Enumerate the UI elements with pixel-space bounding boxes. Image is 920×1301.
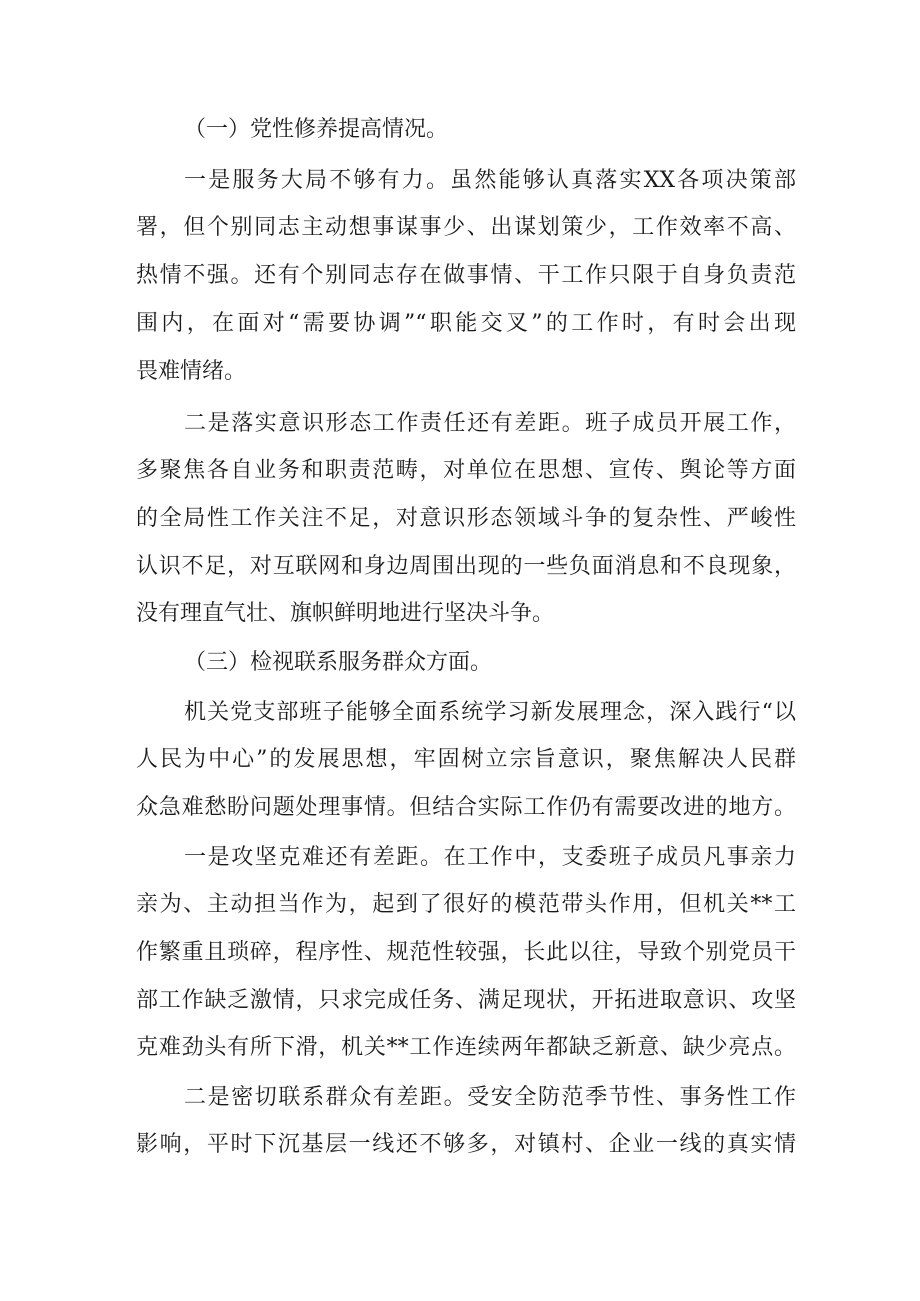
paragraph-line: 热情不强。还有个别同志存在做事情、干工作只限于自身负责范 <box>136 263 796 288</box>
paragraph-line: 作繁重且琐碎，程序性、规范性较强，长此以往，导致个别党员干 <box>136 940 796 965</box>
paragraph-line: 二是落实意识形态工作责任还有差距。班子成员开展工作， <box>184 411 796 436</box>
paragraph-line: 人民为中心”的发展思想，牢固树立宗旨意识，聚焦解决人民群 <box>136 747 796 772</box>
paragraph-line: 一是攻坚克难还有差距。在工作中，支委班子成员凡事亲力 <box>184 845 796 870</box>
paragraph-line: 二是密切联系群众有差距。受安全防范季节性、事务性工作 <box>184 1085 796 1110</box>
paragraph-line: 克难劲头有所下滑，机关**工作连续两年都缺乏新意、缺少亮点。 <box>136 1035 796 1060</box>
paragraph-line: 没有理直气壮、旗帜鲜明地进行坚决斗争。 <box>136 601 555 626</box>
paragraph-line: 亲为、主动担当作为，起到了很好的模范带头作用，但机关**工 <box>136 892 796 917</box>
paragraph-line: 部工作缺乏激情，只求完成任务、满足现状，开拓进取意识、攻坚 <box>136 988 796 1013</box>
paragraph-line: 众急难愁盼问题处理事情。但结合实际工作仍有需要改进的地方。 <box>136 795 796 820</box>
paragraph-line: 的全局性工作关注不足，对意识形态领域斗争的复杂性、严峻性 <box>136 506 796 531</box>
paragraph-line: 畏难情绪。 <box>136 359 247 384</box>
paragraph-line: 署，但个别同志主动想事谋事少、出谋划策少，工作效率不高、 <box>136 215 796 240</box>
paragraph-line: 一是服务大局不够有力。虽然能够认真落实XX各项决策部 <box>184 168 796 193</box>
section-heading-mass-service: （三）检视联系服务群众方面。 <box>184 650 493 675</box>
paragraph-line: 影响，平时下沉基层一线还不够多，对镇村、企业一线的真实情 <box>136 1132 796 1157</box>
paragraph-line: 围内，在面对“需要协调”“职能交叉”的工作时，有时会出现 <box>136 311 796 336</box>
paragraph-line: 机关党支部班子能够全面系统学习新发展理念，深入践行“以 <box>184 700 796 725</box>
paragraph-line: 多聚焦各自业务和职责范畴，对单位在思想、宣传、舆论等方面 <box>136 458 796 483</box>
paragraph-line: 认识不足，对互联网和身边周围出现的一些负面消息和不良现象， <box>136 554 796 579</box>
section-heading-party-cultivation: （一）党性修养提高情况。 <box>184 117 449 142</box>
